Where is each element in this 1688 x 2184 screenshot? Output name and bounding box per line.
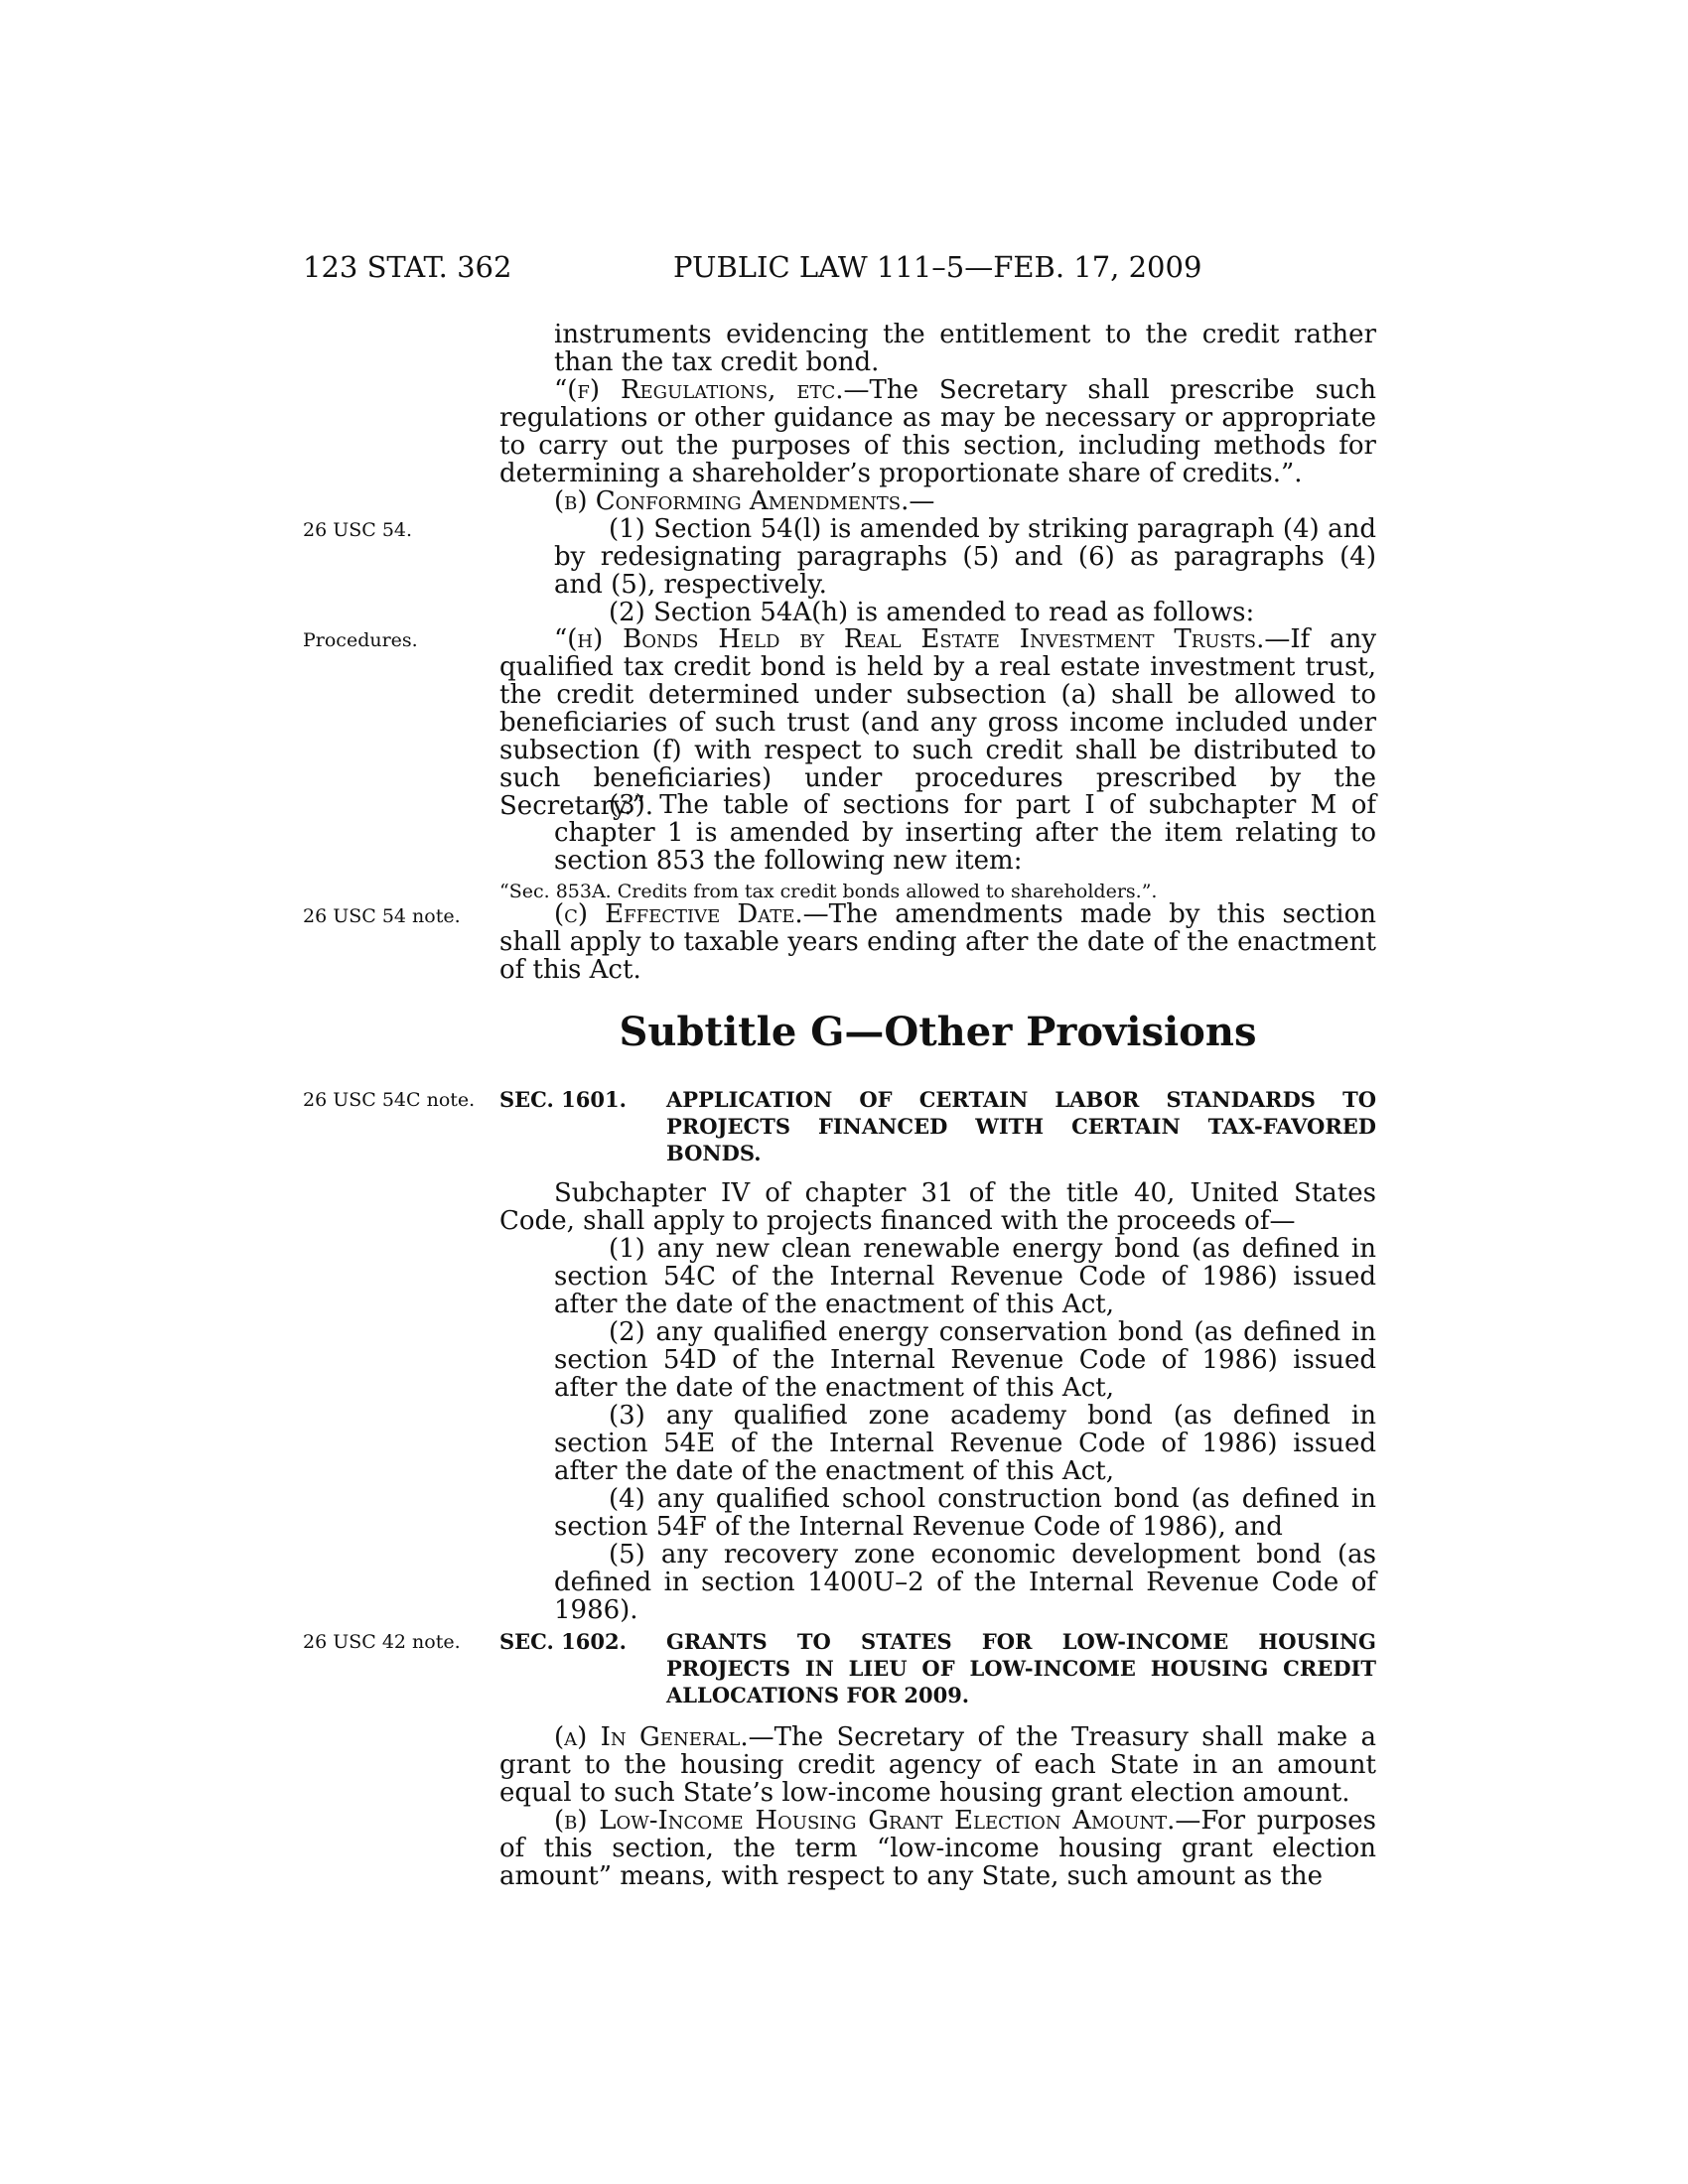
paragraph-regulations (499, 376, 1376, 487)
margin-note-26-usc-54: 26 USC 54. (303, 519, 413, 541)
margin-note-26-usc-54-note: 26 USC 54 note. (303, 905, 461, 927)
section-title: GRANTS TO STATES FOR LOW-INCOME HOUSING PROJECTS IN LIEU OF LOW-INCOME HOUSING CREDIT ALLOCATIONS FOR 2009. (666, 1629, 1376, 1707)
paragraph-grant-election-amount (499, 1807, 1376, 1890)
paragraph-text: —If any qualified tax credit bond is held by a real estate investment trust, the credit determined under subsection (a) shall be allowed to beneficiaries of such trust (and any gross income included under subsection (f) with respect to such credit shall be distributed to such beneficiaries) under procedures prescribed by the Secretary.”. (499, 624, 1377, 821)
paragraph-heading: “(f) Regulations, etc. (554, 375, 844, 405)
page-reference: 123 STAT. 362 (303, 250, 512, 284)
running-head: PUBLIC LAW 111–5—FEB. 17, 2009 (673, 250, 1202, 284)
paragraph-effective-date (499, 900, 1376, 984)
margin-note-26-usc-54c-note: 26 USC 54C note. (303, 1089, 476, 1111)
list-item-2: (2) any qualified energy conservation bond (as defined in section 54D of the Internal Revenue Code of 1986) issued after the date of the enactment of this Act, (554, 1317, 1376, 1403)
list-item-4: (4) any qualified school construction bond (as defined in section 54F of the Internal Revenue Code of 1986), and (554, 1484, 1376, 1542)
section-number: SEC. 1602. (499, 1629, 627, 1654)
paragraph-heading: (b) Low-Income Housing Grant Election Amount. (554, 1806, 1176, 1836)
paragraph-subchapter-iv: Subchapter IV of chapter 31 of the title 40, United States Code, shall apply to projects financed with the proceeds of— (499, 1178, 1376, 1236)
paragraph-heading: “(h) Bonds Held by Real Estate Investment Trusts. (554, 624, 1265, 654)
section-title: APPLICATION OF CERTAIN LABOR STANDARDS TO PROJECTS FINANCED WITH CERTAIN TAX-FAVORED BONDS. (666, 1087, 1376, 1165)
paragraph-text: — (909, 486, 935, 516)
paragraph-text: —The Secretary of the Treasury shall make a grant to the housing credit agency of each State in an amount equal to such State’s low-income housing grant election amount. (499, 1722, 1376, 1808)
paragraph-heading: (c) Effective Date. (554, 899, 803, 929)
section-1602-heading (499, 1628, 1376, 1708)
paragraph-conforming-amendments (499, 487, 1376, 515)
paragraph-text: —The Secretary shall prescribe such regulations or other guidance as may be necessary or appropriate to carry out the purposes of this section, including methods for determining a shareholder’s proportionate share of credits.”. (499, 375, 1376, 488)
paragraph-text: —The amendments made by this section shall apply to taxable years ending after the date of the enactment of this Act. (499, 899, 1376, 985)
margin-note-26-usc-42-note: 26 USC 42 note. (303, 1631, 461, 1653)
paragraph-amendment-2: (2) Section 54A(h) is amended to read as follows: (609, 598, 1255, 627)
list-item-1: (1) any new clean renewable energy bond (as defined in section 54C of the Internal Revenue Code of 1986) issued after the date of the enactment of this Act, (554, 1234, 1376, 1319)
paragraph-heading: (a) In General. (554, 1722, 749, 1752)
section-number: SEC. 1601. (499, 1087, 627, 1112)
margin-note-procedures: Procedures. (303, 629, 418, 651)
paragraph-amendment-1: (1) Section 54(l) is amended by striking paragraph (4) and by redesignating paragraphs (5) and (6) as paragraphs (4) and (5), respectively. (554, 514, 1376, 600)
paragraph-amendment-3: (3) The table of sections for part I of subchapter M of chapter 1 is amended by inserting after the item relating to section 853 the following new item: (554, 790, 1376, 876)
list-item-3: (3) any qualified zone academy bond (as defined in section 54E of the Internal Revenue Code of 1986) issued after the date of the enactment of this Act, (554, 1401, 1376, 1486)
paragraph-in-general (499, 1723, 1376, 1807)
subtitle-heading: Subtitle G—Other Provisions (619, 1009, 1257, 1055)
paragraph-heading: (b) Conforming Amendments. (554, 486, 910, 516)
paragraph-text: —For purposes of this section, the term “low-income housing grant election amount” means, with respect to any State, such amount as the (499, 1806, 1376, 1891)
section-1601-heading (499, 1086, 1376, 1166)
list-item-5: (5) any recovery zone economic development bond (as defined in section 1400U–2 of the Internal Revenue Code of 1986). (554, 1540, 1376, 1625)
table-of-sections-item: “Sec. 853A. Credits from tax credit bonds allowed to shareholders.”. (499, 881, 1158, 902)
paragraph-continuation: instruments evidencing the entitlement to the credit rather than the tax credit bond. (554, 320, 1376, 377)
